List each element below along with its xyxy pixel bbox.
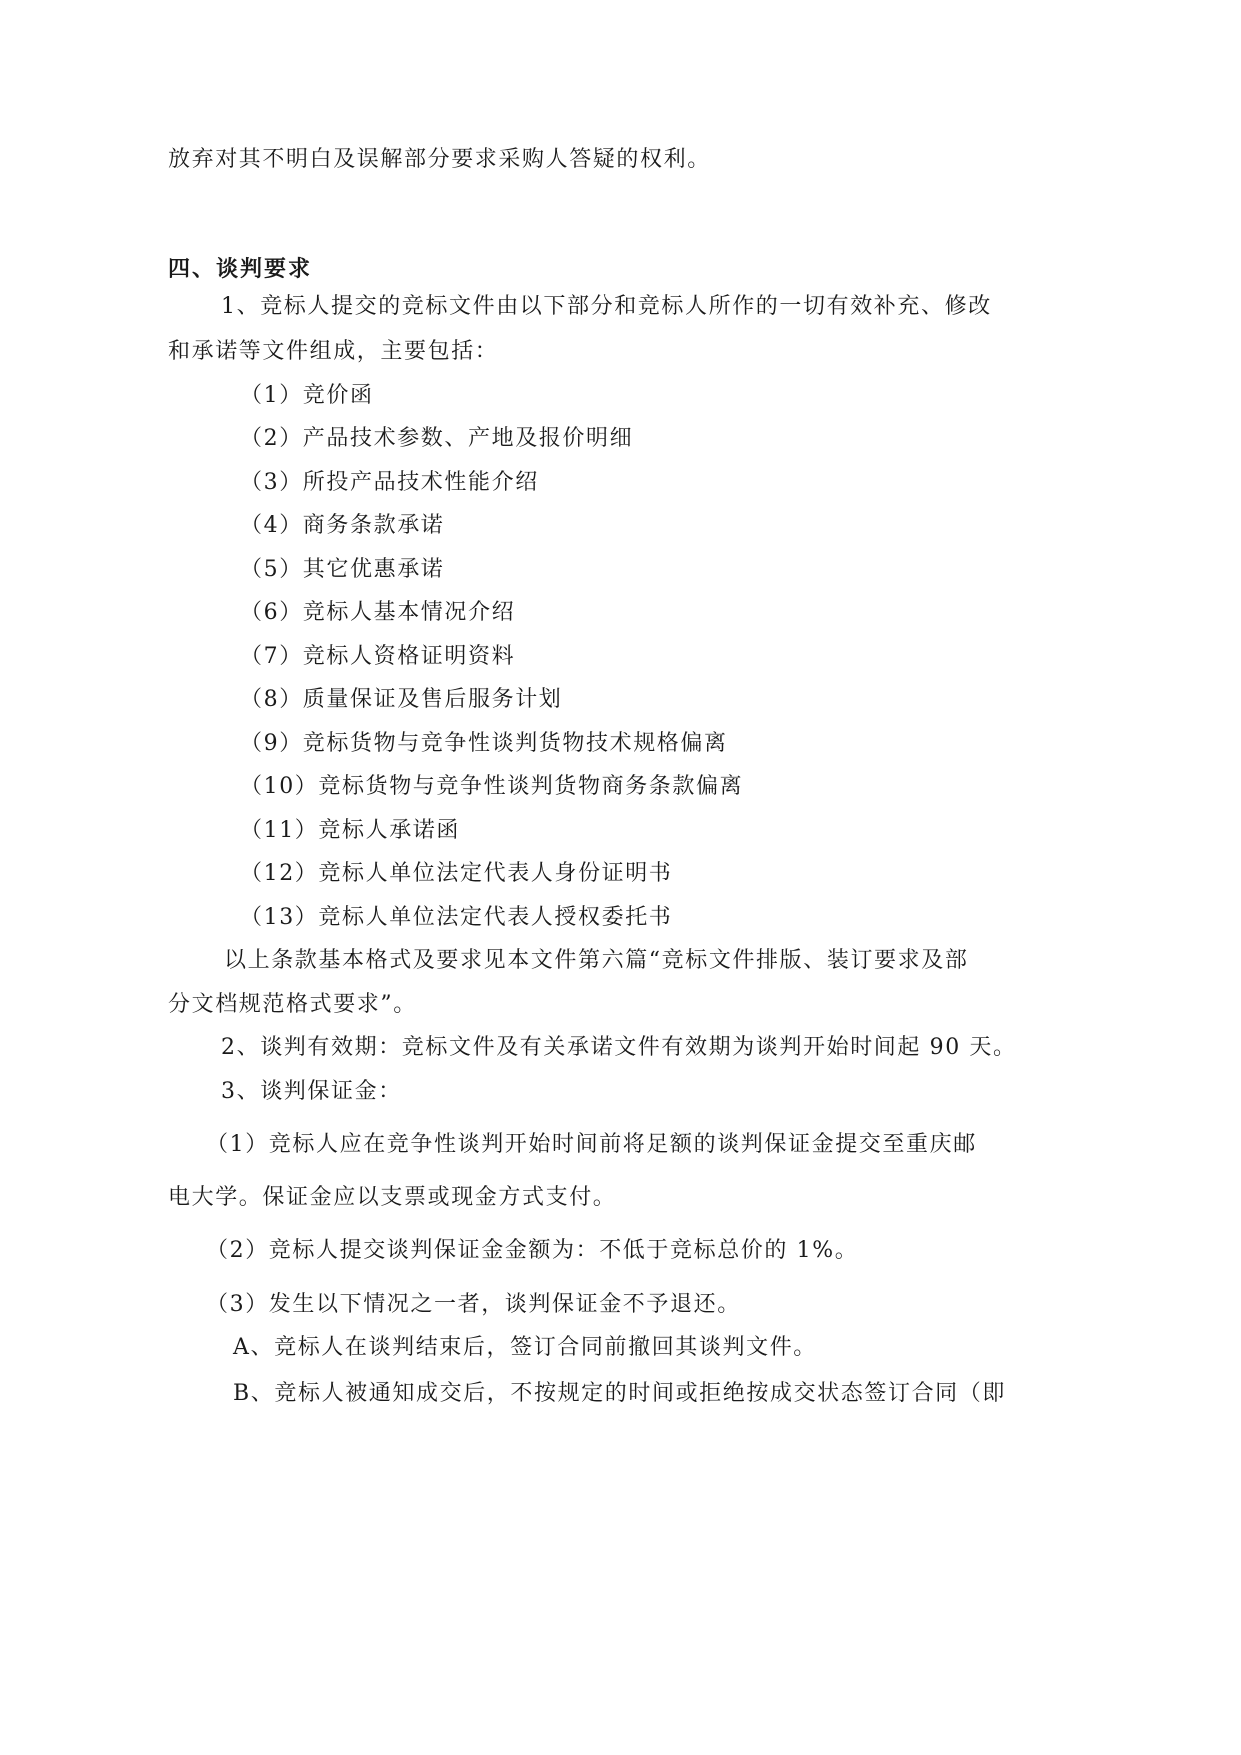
- list-item-5: （5）其它优惠承诺: [240, 557, 445, 582]
- list-item-11: （11）竞标人承诺函: [240, 818, 460, 843]
- list-item-2: （2）产品技术参数、产地及报价明细: [240, 426, 634, 451]
- format-note-line2: 分文档规范格式要求”。: [168, 992, 417, 1017]
- deposit-p1-line1: （1）竞标人应在竞争性谈判开始时间前将足额的谈判保证金提交至重庆邮: [206, 1132, 977, 1157]
- deposit-case-a: A、竞标人在谈判结束后，签订合同前撤回其谈判文件。: [233, 1335, 817, 1360]
- list-item-12: （12）竞标人单位法定代表人身份证明书: [240, 861, 673, 886]
- list-item-9: （9）竞标货物与竞争性谈判货物技术规格偏离: [240, 731, 728, 756]
- list-item-10: （10）竞标货物与竞争性谈判货物商务条款偏离: [240, 774, 744, 799]
- section-heading: 四、谈判要求: [168, 256, 313, 282]
- list-item-1: （1）竞价函: [240, 383, 374, 408]
- item2-validity: 2、谈判有效期：竞标文件及有关承诺文件有效期为谈判开始时间起 90 天。: [221, 1035, 1017, 1060]
- list-item-7: （7）竞标人资格证明资料: [240, 644, 516, 669]
- deposit-case-b: B、竞标人被通知成交后，不按规定的时间或拒绝按成交状态签订合同（即: [233, 1381, 1006, 1406]
- list-item-8: （8）质量保证及售后服务计划: [240, 687, 563, 712]
- deposit-p1-line2: 电大学。保证金应以支票或现金方式支付。: [168, 1185, 617, 1210]
- list-item-3: （3）所投产品技术性能介绍: [240, 470, 539, 495]
- list-item-6: （6）竞标人基本情况介绍: [240, 600, 516, 625]
- continuation-text: 放弃对其不明白及误解部分要求采购人答疑的权利。: [168, 147, 711, 172]
- format-note-line1: 以上条款基本格式及要求见本文件第六篇“竞标文件排版、装订要求及部: [224, 948, 969, 973]
- list-item-13: （13）竞标人单位法定代表人授权委托书: [240, 905, 673, 930]
- item3-deposit-heading: 3、谈判保证金：: [221, 1079, 402, 1104]
- deposit-p3: （3）发生以下情况之一者，谈判保证金不予退还。: [206, 1292, 741, 1317]
- item1-line2: 和承诺等文件组成，主要包括：: [168, 339, 499, 364]
- list-item-4: （4）商务条款承诺: [240, 513, 445, 538]
- deposit-p2: （2）竞标人提交谈判保证金金额为：不低于竞标总价的 1%。: [206, 1238, 859, 1263]
- item1-line1: 1、竞标人提交的竞标文件由以下部分和竞标人所作的一切有效补充、修改: [221, 294, 992, 319]
